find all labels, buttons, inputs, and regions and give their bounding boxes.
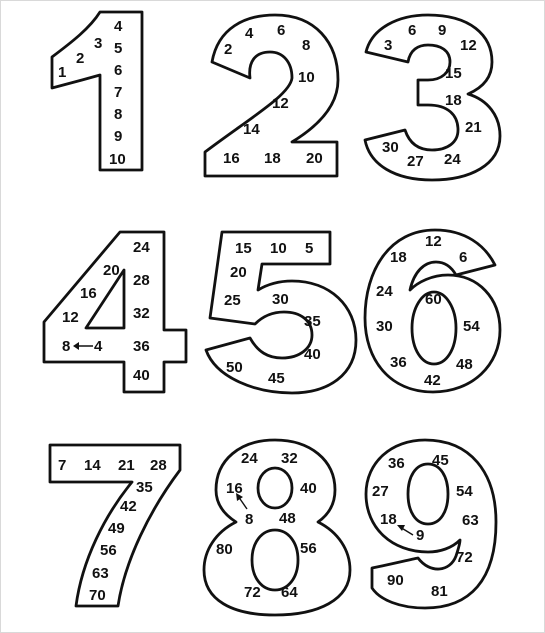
digit-3-number: 27	[407, 153, 424, 170]
digit-9-number: 45	[432, 452, 449, 469]
digit-1-number: 6	[114, 62, 123, 79]
digit-7-number: 21	[118, 457, 135, 474]
digit-1-number: 3	[94, 35, 103, 52]
digit-4-number: 8	[62, 338, 71, 355]
digit-3-number: 9	[438, 22, 447, 39]
digit-9-number: 18	[380, 511, 397, 528]
digit-8-number: 40	[300, 480, 317, 497]
digit-7-number: 7	[58, 457, 67, 474]
digit-3-number: 6	[408, 22, 417, 39]
digit-5-number: 15	[235, 240, 252, 257]
digit-8-number: 48	[279, 510, 296, 527]
digit-8-number: 16	[226, 480, 243, 497]
digit-2-number: 18	[264, 150, 281, 167]
digit-2-number: 20	[306, 150, 323, 167]
digit-5-number: 25	[224, 292, 241, 309]
digit-9-number: 36	[388, 455, 405, 472]
digit-8-outline	[204, 440, 350, 615]
digit-8-number: 64	[281, 584, 298, 601]
digit-2-number: 16	[223, 150, 240, 167]
digit-2-number: 14	[243, 121, 260, 138]
digit-9-number: 9	[416, 527, 425, 544]
digit-8-number: 8	[245, 511, 254, 528]
digit-6-number: 54	[463, 318, 480, 335]
digit-7-number: 35	[136, 479, 153, 496]
digit-9-number: 90	[387, 572, 404, 589]
digit-8-number: 56	[300, 540, 317, 557]
digit-9-number: 81	[431, 583, 448, 600]
digit-8-number: 32	[281, 450, 298, 467]
digit-5-number: 5	[305, 240, 314, 257]
digit-9-number: 63	[462, 512, 479, 529]
digit-3-number: 12	[460, 37, 477, 54]
digit-1-number: 5	[114, 40, 123, 57]
digit-4-group	[44, 232, 186, 392]
digit-1-number: 10	[109, 151, 126, 168]
digit-2-number: 8	[302, 37, 311, 54]
digit-1-number: 7	[114, 84, 123, 101]
digit-5-group	[206, 232, 356, 393]
digit-5-number: 35	[304, 313, 321, 330]
digit-4-number: 24	[133, 239, 150, 256]
digit-6-number: 18	[390, 249, 407, 266]
digit-1-number: 2	[76, 50, 85, 67]
digit-5-number: 30	[272, 291, 289, 308]
digit-1-group	[52, 12, 142, 170]
digit-7-number: 28	[150, 457, 167, 474]
digit-3-number: 30	[382, 139, 399, 156]
digit-8-number: 80	[216, 541, 233, 558]
digit-6-group	[365, 230, 500, 392]
digit-7-number: 63	[92, 565, 109, 582]
digit-8-group	[204, 440, 350, 615]
digit-9-number: 27	[372, 483, 389, 500]
digit-8-number: 24	[241, 450, 258, 467]
digit-6-number: 48	[456, 356, 473, 373]
digit-6-number: 6	[459, 249, 468, 266]
digit-7-number: 14	[84, 457, 101, 474]
digit-7-number: 42	[120, 498, 137, 515]
digit-6-number: 42	[424, 372, 441, 389]
digit-6-number: 36	[390, 354, 407, 371]
digit-2-number: 6	[277, 22, 286, 39]
digit-6-number: 30	[376, 318, 393, 335]
digit-1-number: 8	[114, 106, 123, 123]
digit-4-number: 4	[94, 338, 103, 355]
digit-7-number: 56	[100, 542, 117, 559]
digit-3-number: 3	[384, 37, 393, 54]
digit-6-number: 12	[425, 233, 442, 250]
digit-4-number: 32	[133, 305, 150, 322]
digit-5-number: 45	[268, 370, 285, 387]
digit-6-number: 24	[376, 283, 393, 300]
digit-5-number: 20	[230, 264, 247, 281]
digit-7-number: 49	[108, 520, 125, 537]
digit-9-number: 72	[456, 549, 473, 566]
digit-3-number: 24	[444, 151, 461, 168]
digit-2-number: 10	[298, 69, 315, 86]
digit-3-number: 18	[445, 92, 462, 109]
digit-4-number: 12	[62, 309, 79, 326]
digit-8-number: 72	[244, 584, 261, 601]
digit-1-number: 9	[114, 128, 123, 145]
digit-4-number: 36	[133, 338, 150, 355]
digit-1-number: 1	[58, 64, 67, 81]
digit-9-group	[366, 440, 496, 608]
digit-5-number: 40	[304, 346, 321, 363]
digit-3-group	[365, 15, 500, 180]
digit-5-number: 50	[226, 359, 243, 376]
digit-6-number: 60	[425, 291, 442, 308]
digit-2-number: 12	[272, 95, 289, 112]
digit-3-number: 15	[445, 65, 462, 82]
digit-4-number: 28	[133, 272, 150, 289]
digit-1-number: 4	[114, 18, 123, 35]
digit-4-number: 20	[103, 262, 120, 279]
digit-2-number: 2	[224, 41, 233, 58]
digit-2-number: 4	[245, 25, 254, 42]
digit-7-group	[50, 445, 180, 606]
digit-4-number: 16	[80, 285, 97, 302]
digit-3-number: 21	[465, 119, 482, 136]
digit-7-number: 70	[89, 587, 106, 604]
digit-6-outline	[365, 230, 500, 392]
digit-4-number: 40	[133, 367, 150, 384]
digit-2-group	[205, 15, 338, 176]
digit-9-number: 54	[456, 483, 473, 500]
digit-5-number: 10	[270, 240, 287, 257]
